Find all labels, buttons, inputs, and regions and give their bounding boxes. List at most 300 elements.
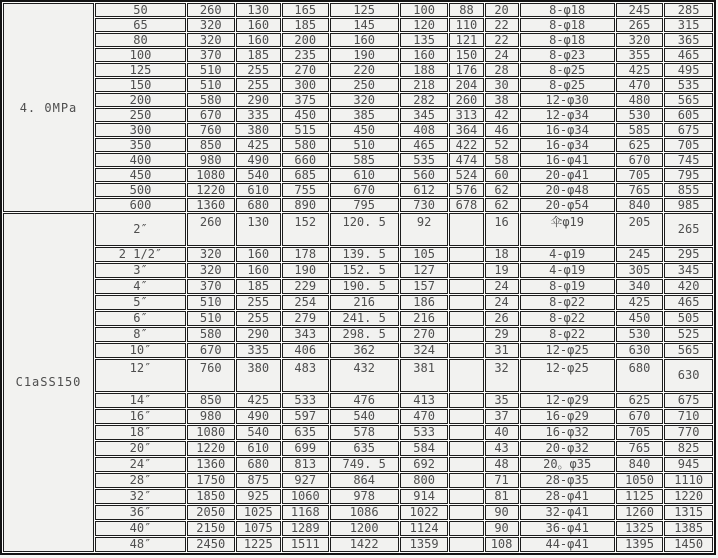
table-row [3,168,713,182]
dimension-cell: 20-φ54 [520,198,615,212]
dimension-cell: 1511 [282,537,329,552]
dimension-cell: 320 [187,18,235,32]
table-row [3,359,713,392]
nominal-size-cell: 14″ [95,393,186,408]
dimension-cell: 16 [485,213,519,246]
dimension-cell: 8-φ18 [520,18,615,32]
dimension-cell: 16-φ34 [520,138,615,152]
dimension-cell: 625 [616,393,664,408]
nominal-size-cell: 65 [95,18,186,32]
dimension-cell: 890 [282,198,329,212]
dimension-cell: 425 [616,295,664,310]
dimension-cell: 12-φ25 [520,343,615,358]
dimension-cell: 925 [236,489,281,504]
dimension-cell: 749. 5 [330,457,399,472]
dimension-cell: 985 [664,198,713,212]
dimension-cell: 855 [664,183,713,197]
dimension-cell: 850 [187,138,235,152]
table-row [3,78,713,92]
dimension-cell: 120 [400,18,449,32]
dimension-cell: 38 [485,93,519,107]
nominal-size-cell: 600 [95,198,186,212]
dimension-cell: 364 [449,123,483,137]
dimension-cell: 850 [187,393,235,408]
dimension-cell: 125 [330,3,399,17]
dimension-cell: 20 [485,3,519,17]
table-row [3,263,713,278]
dimension-cell: 1325 [616,521,664,536]
dimension-cell: 1385 [664,521,713,536]
dimension-cell: 800 [400,473,449,488]
nominal-size-cell: 2 1/2″ [95,247,186,262]
dimension-cell: 580 [187,327,235,342]
dimension-cell: 22 [485,18,519,32]
dimension-cell: 1360 [187,198,235,212]
dimension-cell: 37 [485,409,519,424]
dimension-cell: 160 [330,33,399,47]
nominal-size-cell: 3″ [95,263,186,278]
dimension-cell: 1220 [664,489,713,504]
dimension-cell: 1315 [664,505,713,520]
dimension-cell: 510 [187,78,235,92]
dimension-cell: 365 [664,33,713,47]
dimension-cell [449,327,483,342]
table-row [3,457,713,472]
dimension-cell: 12-φ29 [520,393,615,408]
dimension-cell: 108 [485,537,519,552]
dimension-cell: 100 [400,3,449,17]
dimension-cell: 530 [616,327,664,342]
dimension-cell: 945 [664,457,713,472]
dimension-cell: 705 [616,425,664,440]
dimension-cell: 26 [485,311,519,326]
dimension-cell: 345 [400,108,449,122]
dimension-cell [449,343,483,358]
dimension-cell: 605 [664,108,713,122]
dimension-cell: 425 [236,138,281,152]
table-row [3,521,713,536]
dimension-cell: 980 [187,409,235,424]
dimension-cell: 150 [449,48,483,62]
table-row [3,311,713,326]
dimension-cell: 825 [664,441,713,456]
nominal-size-cell: 16″ [95,409,186,424]
dimension-cell: 62 [485,198,519,212]
dimension-cell: 470 [400,409,449,424]
dimension-cell: 680 [616,359,664,392]
dimension-cell: 32 [485,359,519,392]
dimension-cell: 699 [282,441,329,456]
table-row [3,213,713,246]
dimension-cell: 465 [664,48,713,62]
dimension-cell: 515 [282,123,329,137]
flange-table-body [3,3,713,552]
dimension-cell: 279 [282,311,329,326]
dimension-cell: 24 [485,295,519,310]
dimension-cell: 320 [330,93,399,107]
nominal-size-cell: 150 [95,78,186,92]
dimension-cell: 320 [187,263,235,278]
nominal-size-cell: 12″ [95,359,186,392]
dimension-cell: 204 [449,78,483,92]
dimension-cell: 381 [400,359,449,392]
dimension-cell [449,521,483,536]
table-row [3,123,713,137]
dimension-cell: 505 [664,311,713,326]
dimension-cell: 1260 [616,505,664,520]
dimension-cell: 260 [187,213,235,246]
dimension-cell: 120. 5 [330,213,399,246]
dimension-cell: 670 [187,343,235,358]
dimension-cell: 200 [282,33,329,47]
dimension-cell: 265 [664,213,713,246]
dimension-cell: 8-φ25 [520,63,615,77]
dimension-cell: 235 [282,48,329,62]
table-row [3,247,713,262]
dimension-cell: 710 [664,409,713,424]
dimension-cell: 20-φ41 [520,168,615,182]
dimension-cell: 675 [664,393,713,408]
dimension-cell: 474 [449,153,483,167]
dimension-cell: 1220 [187,183,235,197]
dimension-cell: 795 [664,168,713,182]
nominal-size-cell: 10″ [95,343,186,358]
nominal-size-cell: 20″ [95,441,186,456]
dimension-cell: 1080 [187,168,235,182]
dimension-cell: 335 [236,343,281,358]
dimension-cell: 490 [236,409,281,424]
dimension-cell: 422 [449,138,483,152]
table-row [3,537,713,552]
table-row [3,409,713,424]
dimension-cell: 127 [400,263,449,278]
dimension-cell: 254 [282,295,329,310]
dimension-cell: 610 [330,168,399,182]
nominal-size-cell: 36″ [95,505,186,520]
dimension-cell: 2150 [187,521,235,536]
table-row [3,153,713,167]
table-row [3,183,713,197]
dimension-cell: 450 [282,108,329,122]
dimension-cell: 139. 5 [330,247,399,262]
dimension-cell: 1125 [616,489,664,504]
dimension-cell: 8-φ23 [520,48,615,62]
dimension-cell: 510 [330,138,399,152]
table-row [3,33,713,47]
dimension-cell: 625 [616,138,664,152]
dimension-cell: 578 [330,425,399,440]
dimension-cell: 20。φ35 [520,457,615,472]
dimension-cell: 185 [236,279,281,294]
dimension-cell: 160 [400,48,449,62]
dimension-cell: 510 [187,311,235,326]
dimension-cell: 160 [236,33,281,47]
pressure-class-label: 4. 0MPa [3,3,94,212]
dimension-cell: 375 [282,93,329,107]
dimension-cell: 28-φ35 [520,473,615,488]
table-row [3,327,713,342]
dimension-cell: 42 [485,108,519,122]
dimension-cell: 40 [485,425,519,440]
dimension-cell: 216 [400,311,449,326]
dimension-cell: 20-φ32 [520,441,615,456]
dimension-cell: 4-φ19 [520,247,615,262]
dimension-cell: 420 [664,279,713,294]
dimension-cell: 345 [664,263,713,278]
dimension-cell: 130 [236,213,281,246]
dimension-cell: 340 [616,279,664,294]
dimension-cell: 185 [282,18,329,32]
dimension-cell: 425 [616,63,664,77]
dimension-cell: 760 [187,359,235,392]
dimension-cell: 1025 [236,505,281,520]
dimension-cell: 43 [485,441,519,456]
dimension-cell: 1124 [400,521,449,536]
dimension-cell: 597 [282,409,329,424]
nominal-size-cell: 50 [95,3,186,17]
dimension-cell: 62 [485,183,519,197]
table-row [3,295,713,310]
dimension-cell: 1110 [664,473,713,488]
dimension-cell: 28-φ41 [520,489,615,504]
dimension-cell: 260 [449,93,483,107]
nominal-size-cell: 6″ [95,311,186,326]
dimension-cell: 1359 [400,537,449,552]
dimension-cell [449,247,483,262]
dimension-cell: 12-φ30 [520,93,615,107]
dimension-cell: 31 [485,343,519,358]
dimension-cell: 24 [485,48,519,62]
dimension-cell: 1060 [282,489,329,504]
dimension-cell: 535 [400,153,449,167]
dimension-cell: 580 [187,93,235,107]
nominal-size-cell: 400 [95,153,186,167]
dimension-cell: 130 [236,3,281,17]
dimension-cell [449,279,483,294]
dimension-cell: 81 [485,489,519,504]
nominal-size-cell: 24″ [95,457,186,472]
dimension-cell: 290 [236,327,281,342]
nominal-size-cell: 250 [95,108,186,122]
dimension-cell: 795 [330,198,399,212]
dimension-cell: 205 [616,213,664,246]
table-row [3,93,713,107]
table-row [3,3,713,17]
table-row [3,63,713,77]
dimension-cell: 380 [236,123,281,137]
dimension-cell: 186 [400,295,449,310]
dimension-cell: 12-φ25 [520,359,615,392]
dimension-cell: 30 [485,78,519,92]
dimension-cell: 765 [616,183,664,197]
dimension-cell: 190 [330,48,399,62]
dimension-cell: 伞φ19 [520,213,615,246]
dimension-cell: 160 [236,18,281,32]
dimension-cell: 8-φ25 [520,78,615,92]
dimension-cell: 46 [485,123,519,137]
nominal-size-cell: 350 [95,138,186,152]
dimension-cell: 370 [187,279,235,294]
dimension-cell: 16-φ29 [520,409,615,424]
dimension-cell: 480 [616,93,664,107]
table-row [3,198,713,212]
dimension-cell: 282 [400,93,449,107]
dimension-cell: 48 [485,457,519,472]
nominal-size-cell: 28″ [95,473,186,488]
dimension-cell: 255 [236,78,281,92]
dimension-cell: 670 [187,108,235,122]
dimension-cell: 370 [187,48,235,62]
dimension-cell: 540 [236,425,281,440]
dimension-cell: 610 [236,183,281,197]
dimension-cell: 1422 [330,537,399,552]
dimension-cell: 255 [236,311,281,326]
dimension-cell: 8-φ19 [520,279,615,294]
dimension-cell: 585 [330,153,399,167]
dimension-cell: 533 [282,393,329,408]
dimension-cell [449,505,483,520]
nominal-size-cell: 32″ [95,489,186,504]
dimension-cell: 60 [485,168,519,182]
dimension-cell: 730 [400,198,449,212]
dimension-cell: 408 [400,123,449,137]
dimension-cell: 44-φ41 [520,537,615,552]
nominal-size-cell: 500 [95,183,186,197]
dimension-cell: 290 [236,93,281,107]
dimension-cell: 755 [282,183,329,197]
dimension-cell [449,213,483,246]
pressure-class-label: C1aSS150 [3,213,94,552]
dimension-cell: 255 [236,63,281,77]
dimension-cell: 630 [664,359,713,392]
dimension-cell: 510 [187,295,235,310]
dimension-cell: 406 [282,343,329,358]
dimension-cell: 295 [664,247,713,262]
dimension-cell: 465 [664,295,713,310]
dimension-cell: 813 [282,457,329,472]
dimension-cell: 770 [664,425,713,440]
dimension-cell: 927 [282,473,329,488]
dimension-cell: 490 [236,153,281,167]
dimension-cell: 335 [236,108,281,122]
dimension-cell [449,473,483,488]
dimension-cell: 540 [330,409,399,424]
dimension-cell: 178 [282,247,329,262]
dimension-cell: 245 [616,3,664,17]
dimension-cell [449,359,483,392]
dimension-cell: 305 [616,263,664,278]
dimension-cell: 216 [330,295,399,310]
dimension-cell: 495 [664,63,713,77]
dimension-cell: 16-φ32 [520,425,615,440]
dimension-cell: 245 [616,247,664,262]
dimension-cell: 1395 [616,537,664,552]
dimension-cell: 190 [282,263,329,278]
dimension-cell: 678 [449,198,483,212]
dimension-cell: 19 [485,263,519,278]
nominal-size-cell: 4″ [95,279,186,294]
dimension-cell: 1086 [330,505,399,520]
dimension-cell: 298. 5 [330,327,399,342]
dimension-cell: 745 [664,153,713,167]
dimension-cell: 980 [187,153,235,167]
dimension-cell: 385 [330,108,399,122]
nominal-size-cell: 80 [95,33,186,47]
dimension-cell: 176 [449,63,483,77]
dimension-cell [449,409,483,424]
dimension-cell: 1360 [187,457,235,472]
dimension-cell: 1220 [187,441,235,456]
dimension-cell: 978 [330,489,399,504]
dimension-cell: 36-φ41 [520,521,615,536]
dimension-cell: 35 [485,393,519,408]
dimension-cell: 20-φ48 [520,183,615,197]
dimension-cell: 190. 5 [330,279,399,294]
dimension-cell [449,295,483,310]
dimension-cell: 380 [236,359,281,392]
dimension-cell: 864 [330,473,399,488]
dimension-cell: 121 [449,33,483,47]
table-row [3,108,713,122]
nominal-size-cell: 40″ [95,521,186,536]
dimension-cell: 241. 5 [330,311,399,326]
dimension-cell: 1075 [236,521,281,536]
dimension-cell: 8-φ22 [520,295,615,310]
table-row [3,48,713,62]
table-row [3,425,713,440]
dimension-cell: 530 [616,108,664,122]
dimension-cell: 320 [616,33,664,47]
dimension-cell: 1450 [664,537,713,552]
nominal-size-cell: 2″ [95,213,186,246]
dimension-cell [449,263,483,278]
dimension-cell: 260 [187,3,235,17]
dimension-cell: 914 [400,489,449,504]
dimension-cell: 8-φ22 [520,327,615,342]
dimension-cell: 1022 [400,505,449,520]
dimension-cell: 413 [400,393,449,408]
dimension-cell: 612 [400,183,449,197]
dimension-cell: 220 [330,63,399,77]
dimension-cell [449,311,483,326]
table-row [3,473,713,488]
dimension-cell: 300 [282,78,329,92]
table-row [3,279,713,294]
dimension-cell: 270 [400,327,449,342]
dimension-cell: 565 [664,93,713,107]
dimension-cell: 875 [236,473,281,488]
dimension-cell: 4-φ19 [520,263,615,278]
dimension-cell [449,457,483,472]
dimension-cell: 315 [664,18,713,32]
dimension-cell: 135 [400,33,449,47]
dimension-cell [449,489,483,504]
dimension-cell: 465 [400,138,449,152]
dimension-cell: 525 [664,327,713,342]
dimension-cell: 218 [400,78,449,92]
nominal-size-cell: 200 [95,93,186,107]
dimension-cell: 560 [400,168,449,182]
dimension-cell: 1850 [187,489,235,504]
dimension-cell: 635 [330,441,399,456]
dimension-cell [449,393,483,408]
dimension-cell: 432 [330,359,399,392]
dimension-cell: 165 [282,3,329,17]
dimension-cell: 12-φ34 [520,108,615,122]
dimension-cell: 635 [282,425,329,440]
dimension-cell: 765 [616,441,664,456]
dimension-cell: 16-φ41 [520,153,615,167]
